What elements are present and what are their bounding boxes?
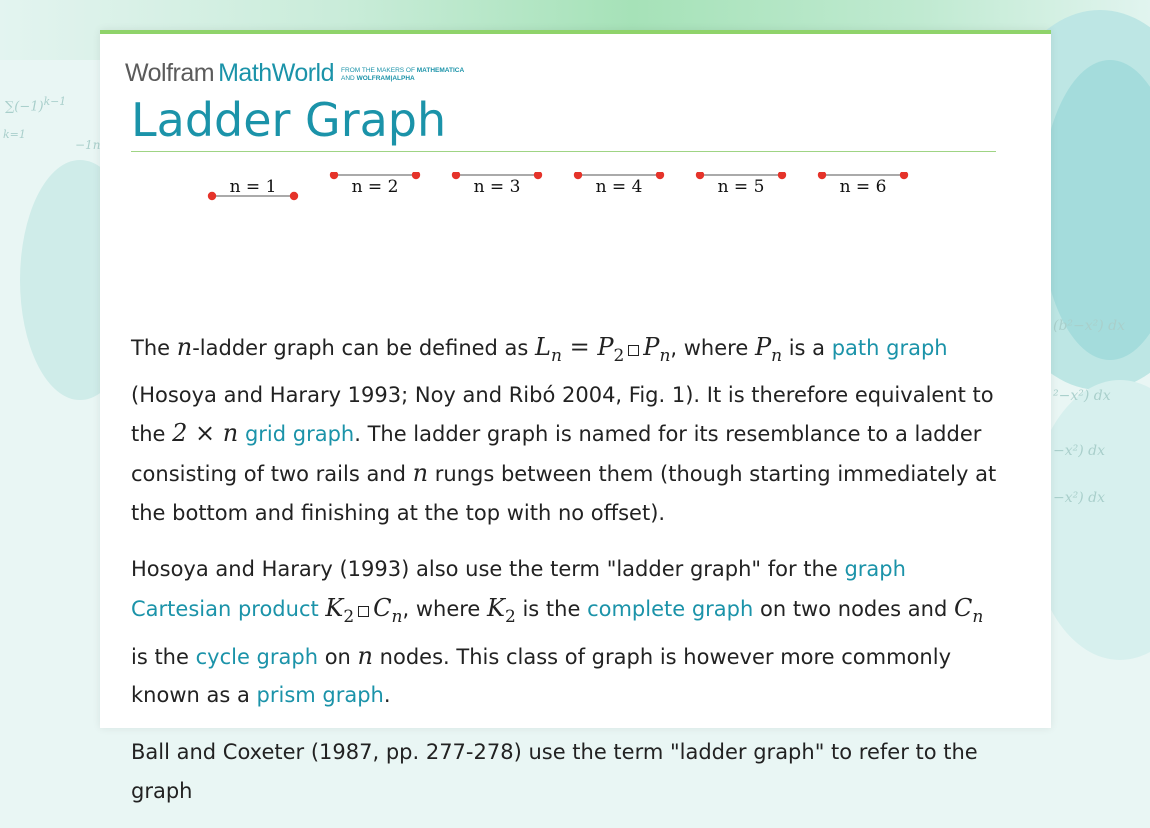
background-math-sum: $\sum(-1)^{k-1}$ — [5, 95, 67, 115]
math-pn: $P_n$ — [754, 333, 783, 366]
ladder-node — [656, 172, 664, 179]
background-math-3: −x²) dx — [1053, 443, 1106, 459]
ladder-graph-figure — [202, 172, 932, 292]
math-cn: $C_n$ — [953, 594, 984, 627]
link-graph-cartesian-product[interactable]: graph Cartesian product — [131, 557, 906, 622]
logo-tagline-line1: FROM THE MAKERS OF — [341, 67, 415, 74]
panel-label-n4: n = 4 — [595, 177, 643, 197]
text: -ladder graph can be defined as — [192, 336, 536, 360]
ladder-node — [208, 192, 216, 200]
ladder-node — [412, 172, 420, 179]
math-n: n — [412, 458, 429, 487]
ladder-node — [330, 172, 338, 179]
panel-label-n3: n = 3 — [473, 177, 521, 197]
ladder-node — [290, 192, 298, 200]
logo-tagline-line2: AND — [341, 75, 355, 82]
background-math-4: −x²) dx — [1053, 490, 1106, 506]
logo-wolfram-text: Wolfram — [125, 59, 215, 87]
logo-mathworld-text: MathWorld — [218, 59, 335, 87]
logo-tagline-mathematica: MATHEMATICA — [416, 67, 465, 74]
paragraph-definition — [131, 328, 1001, 532]
text: nodes. This class of graph is however more commonly known as a — [131, 644, 951, 708]
text: , where — [402, 597, 488, 622]
text: , where — [670, 336, 755, 360]
text: . — [383, 683, 391, 708]
text: Hosoya and Harary (1993) also use the term "ladder graph" for the — [131, 557, 845, 582]
ladder-node — [696, 172, 704, 179]
ladder-node — [574, 172, 582, 179]
paragraph-hosoya-harary — [131, 550, 1001, 715]
text: rungs between them (though starting immediately at the bottom and finishing at the top with no offset). — [131, 461, 997, 525]
panel-label-n6: n = 6 — [839, 177, 887, 197]
text: The — [131, 336, 177, 360]
link-grid-graph[interactable]: grid graph — [244, 422, 355, 447]
link-complete-graph[interactable]: complete graph — [587, 597, 754, 622]
panel-label-n2: n = 2 — [351, 177, 399, 197]
page-title: Ladder Graph — [131, 93, 447, 147]
background-math-ln: −1n — [75, 138, 101, 152]
math-ladder-definition: $L_n = P_2$ $P_n$ — [535, 333, 671, 366]
math-k2-cn: $K_2$ $C_n$ — [325, 594, 403, 627]
article-body — [131, 328, 1001, 828]
ladder-graph-illustration — [202, 172, 932, 292]
math-2xn: 2 × n — [172, 419, 239, 448]
panel-label-n1: n = 1 — [229, 177, 277, 197]
paragraph-ball-coxeter: Ball and Coxeter (1987, pp. 277-278) use the term "ladder graph" to refer to the graph — [131, 739, 978, 803]
text: on — [318, 644, 358, 669]
link-prism-graph[interactable]: prism graph — [256, 683, 384, 708]
math-k2: $K_2$ — [487, 594, 516, 627]
ladder-node — [452, 172, 460, 179]
text: . The ladder graph is named for its resemblance to a ladder consisting of two rails and — [131, 422, 982, 486]
text: is the — [131, 644, 196, 669]
text: (Hosoya and Harary 1993; Noy and Ribó 2004, Fig. 1). It is therefore equivalent to the — [131, 382, 994, 447]
panel-label-n5: n = 5 — [717, 177, 765, 197]
ladder-node — [778, 172, 786, 179]
text: is the — [515, 597, 588, 622]
background-math-1: (b²−x²) dx — [1053, 318, 1126, 334]
ladder-node — [534, 172, 542, 179]
math-n: n — [176, 333, 193, 361]
text: on two nodes and — [753, 597, 954, 622]
ladder-node — [900, 172, 908, 179]
logo-tagline-wolframalpha: WOLFRAM|ALPHA — [356, 75, 415, 82]
mathworld-logo[interactable] — [125, 60, 464, 86]
article-card — [100, 30, 1051, 803]
ladder-node — [818, 172, 826, 179]
text: is a — [782, 336, 832, 360]
link-cycle-graph[interactable]: cycle graph — [195, 644, 319, 669]
math-n: n — [357, 641, 373, 670]
background-math-2: ²−x²) dx — [1053, 388, 1111, 404]
link-path-graph[interactable]: path graph — [831, 336, 948, 360]
background-math-index: k=1 — [3, 128, 26, 141]
logo-tagline — [341, 67, 464, 83]
title-divider — [131, 151, 996, 152]
